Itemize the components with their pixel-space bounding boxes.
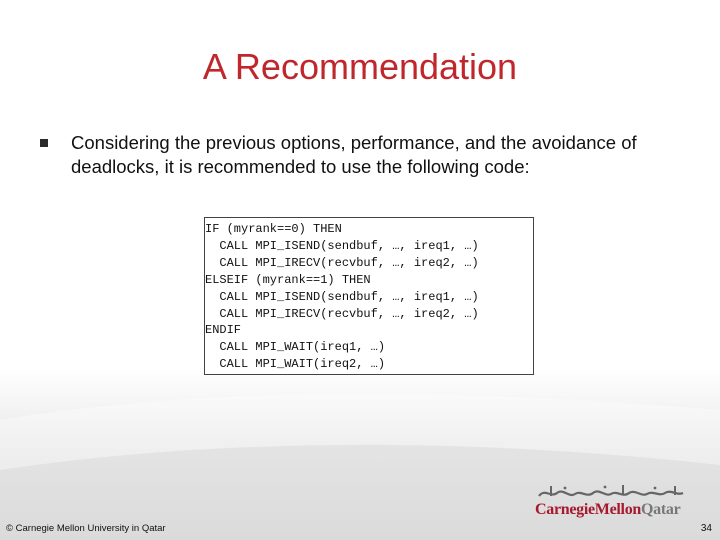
page-number: 34 (700, 523, 712, 534)
code-line: CALL MPI_IRECV(recvbuf, …, ireq2, …) (205, 306, 479, 321)
code-line: ENDIF (205, 323, 242, 338)
code-line: CALL MPI_ISEND(sendbuf, …, ireq1, …) (205, 238, 479, 253)
logo-name-qatar: Qatar (641, 501, 681, 518)
logo-name-main: CarnegieMellon (535, 501, 641, 518)
code-line: CALL MPI_IRECV(recvbuf, …, ireq2, …) (205, 255, 479, 270)
bullet-text: Considering the previous options, performance, and the avoidance of deadlocks, it is recommended to use the following code: (71, 132, 637, 177)
code-box (204, 217, 534, 375)
slide-title: A Recommendation (202, 46, 518, 87)
footer-copyright: © Carnegie Mellon University in Qatar (6, 523, 166, 534)
code-line: IF (myrank==0) THEN (205, 222, 342, 236)
bullet-square-icon (40, 139, 48, 147)
code-line: ELSEIF (myrank==1) THEN (205, 272, 371, 287)
code-line: CALL MPI_WAIT(ireq1, …) (205, 340, 386, 355)
cmu-qatar-logo (535, 484, 687, 520)
arabic-wordmark-icon (535, 484, 687, 502)
bullet-item (40, 131, 690, 179)
code-block (205, 221, 479, 373)
code-line: CALL MPI_ISEND(sendbuf, …, ireq1, …) (205, 289, 479, 304)
logo-wordmark (535, 501, 680, 519)
code-line: CALL MPI_WAIT(ireq2, …) (205, 357, 386, 372)
